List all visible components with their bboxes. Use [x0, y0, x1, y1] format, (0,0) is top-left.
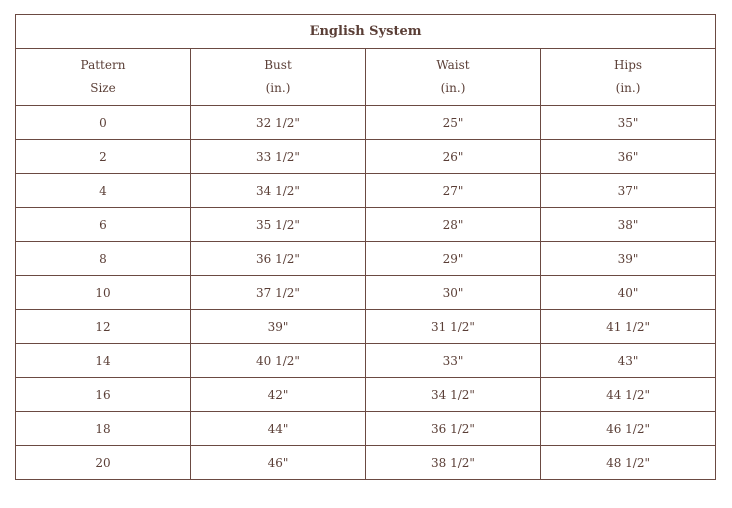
- table-row: [16, 412, 716, 446]
- bust-cell: 37 1/2": [191, 276, 366, 310]
- bust-cell: 44": [191, 412, 366, 446]
- header-pattern-size: [16, 49, 191, 106]
- pattern-size-cell: 10: [16, 276, 191, 310]
- header-unit: (in.): [265, 81, 291, 95]
- waist-cell: 38 1/2": [366, 446, 541, 480]
- table-title: English System: [16, 15, 716, 49]
- bust-cell: 34 1/2": [191, 174, 366, 208]
- bust-cell: 33 1/2": [191, 140, 366, 174]
- pattern-size-cell: 12: [16, 310, 191, 344]
- header-label: Pattern: [80, 58, 126, 72]
- pattern-size-cell: 6: [16, 208, 191, 242]
- header-bust: [191, 49, 366, 106]
- bust-cell: 39": [191, 310, 366, 344]
- waist-cell: 29": [366, 242, 541, 276]
- pattern-size-cell: 14: [16, 344, 191, 378]
- pattern-size-cell: 16: [16, 378, 191, 412]
- header-label: Hips: [613, 58, 643, 72]
- hips-cell: 44 1/2": [541, 378, 716, 412]
- waist-cell: 26": [366, 140, 541, 174]
- waist-cell: 33": [366, 344, 541, 378]
- bust-cell: 46": [191, 446, 366, 480]
- waist-cell: 34 1/2": [366, 378, 541, 412]
- table-row: [16, 140, 716, 174]
- pattern-size-cell: 0: [16, 106, 191, 140]
- table-row: [16, 174, 716, 208]
- table-row: [16, 310, 716, 344]
- header-unit: (in.): [615, 81, 641, 95]
- pattern-size-cell: 2: [16, 140, 191, 174]
- hips-cell: 39": [541, 242, 716, 276]
- table-header-row: [16, 49, 716, 106]
- hips-cell: 46 1/2": [541, 412, 716, 446]
- waist-cell: 27": [366, 174, 541, 208]
- table-row: [16, 106, 716, 140]
- bust-cell: 35 1/2": [191, 208, 366, 242]
- pattern-size-cell: 4: [16, 174, 191, 208]
- table-row: [16, 208, 716, 242]
- hips-cell: 48 1/2": [541, 446, 716, 480]
- size-chart-table: [15, 14, 716, 480]
- table-row: [16, 276, 716, 310]
- waist-cell: 28": [366, 208, 541, 242]
- hips-cell: 40": [541, 276, 716, 310]
- waist-cell: 36 1/2": [366, 412, 541, 446]
- header-sublabel: Size: [90, 81, 116, 95]
- pattern-size-cell: 18: [16, 412, 191, 446]
- table-row: [16, 344, 716, 378]
- bust-cell: 40 1/2": [191, 344, 366, 378]
- table-body: [16, 106, 716, 480]
- table-title-row: [16, 15, 716, 49]
- hips-cell: 41 1/2": [541, 310, 716, 344]
- bust-cell: 32 1/2": [191, 106, 366, 140]
- table-row: [16, 446, 716, 480]
- table-row: [16, 378, 716, 412]
- waist-cell: 31 1/2": [366, 310, 541, 344]
- hips-cell: 38": [541, 208, 716, 242]
- hips-cell: 37": [541, 174, 716, 208]
- header-waist: [366, 49, 541, 106]
- table-row: [16, 242, 716, 276]
- waist-cell: 30": [366, 276, 541, 310]
- header-unit: (in.): [440, 81, 466, 95]
- pattern-size-cell: 8: [16, 242, 191, 276]
- header-label: Bust: [264, 58, 292, 72]
- hips-cell: 36": [541, 140, 716, 174]
- bust-cell: 36 1/2": [191, 242, 366, 276]
- hips-cell: 43": [541, 344, 716, 378]
- waist-cell: 25": [366, 106, 541, 140]
- header-hips: [541, 49, 716, 106]
- pattern-size-cell: 20: [16, 446, 191, 480]
- hips-cell: 35": [541, 106, 716, 140]
- bust-cell: 42": [191, 378, 366, 412]
- header-label: Waist: [436, 58, 470, 72]
